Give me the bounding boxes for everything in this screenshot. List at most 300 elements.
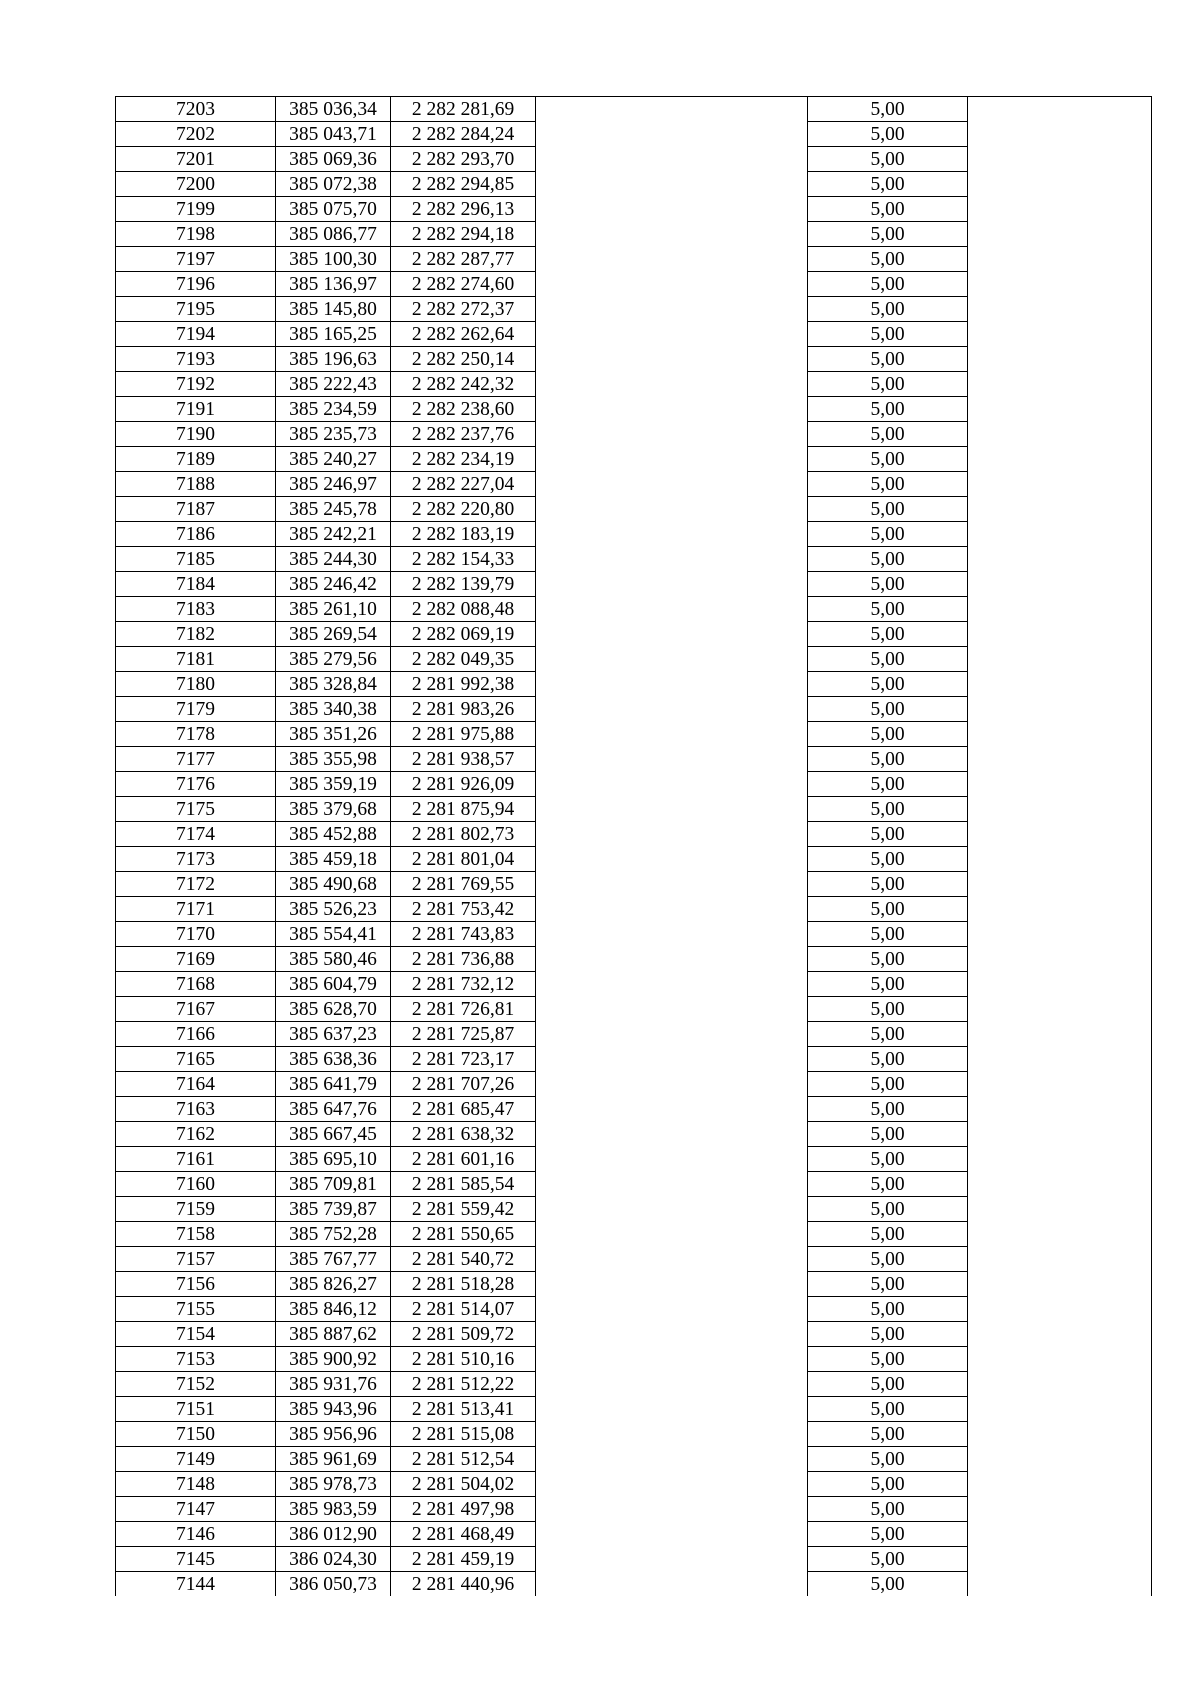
value-cell: 5,00 xyxy=(808,422,968,447)
value-cell: 5,00 xyxy=(808,897,968,922)
value-cell: 5,00 xyxy=(808,1347,968,1372)
value-cell: 5,00 xyxy=(808,1522,968,1547)
y-coordinate-cell: 2 281 801,04 xyxy=(391,847,536,872)
description-cell xyxy=(536,1172,808,1197)
note-cell xyxy=(968,1447,1152,1472)
description-cell xyxy=(536,272,808,297)
point-number-cell: 7146 xyxy=(116,1522,276,1547)
point-number-cell: 7162 xyxy=(116,1122,276,1147)
description-cell xyxy=(536,522,808,547)
description-cell xyxy=(536,1547,808,1572)
description-cell xyxy=(536,897,808,922)
x-coordinate-cell: 385 709,81 xyxy=(276,1172,391,1197)
value-cell: 5,00 xyxy=(808,1172,968,1197)
description-cell xyxy=(536,722,808,747)
table-row xyxy=(116,1247,1152,1272)
table-row xyxy=(116,297,1152,322)
x-coordinate-cell: 385 245,78 xyxy=(276,497,391,522)
table-row xyxy=(116,1572,1152,1597)
y-coordinate-cell: 2 281 518,28 xyxy=(391,1272,536,1297)
value-cell: 5,00 xyxy=(808,1297,968,1322)
table-row xyxy=(116,947,1152,972)
value-cell: 5,00 xyxy=(808,372,968,397)
description-cell xyxy=(536,972,808,997)
y-coordinate-cell: 2 281 512,22 xyxy=(391,1372,536,1397)
x-coordinate-cell: 385 983,59 xyxy=(276,1497,391,1522)
x-coordinate-cell: 385 069,36 xyxy=(276,147,391,172)
table-row xyxy=(116,472,1152,497)
y-coordinate-cell: 2 281 510,16 xyxy=(391,1347,536,1372)
x-coordinate-cell: 385 641,79 xyxy=(276,1072,391,1097)
value-cell: 5,00 xyxy=(808,197,968,222)
y-coordinate-cell: 2 282 284,24 xyxy=(391,122,536,147)
value-cell: 5,00 xyxy=(808,597,968,622)
point-number-cell: 7174 xyxy=(116,822,276,847)
x-coordinate-cell: 385 767,77 xyxy=(276,1247,391,1272)
table-row xyxy=(116,597,1152,622)
point-number-cell: 7178 xyxy=(116,722,276,747)
point-number-cell: 7154 xyxy=(116,1322,276,1347)
description-cell xyxy=(536,347,808,372)
table-row xyxy=(116,1372,1152,1397)
table-row xyxy=(116,197,1152,222)
point-number-cell: 7180 xyxy=(116,672,276,697)
x-coordinate-cell: 385 235,73 xyxy=(276,422,391,447)
table-row xyxy=(116,922,1152,947)
value-cell: 5,00 xyxy=(808,172,968,197)
y-coordinate-cell: 2 281 992,38 xyxy=(391,672,536,697)
y-coordinate-cell: 2 281 504,02 xyxy=(391,1472,536,1497)
point-number-cell: 7175 xyxy=(116,797,276,822)
table-row xyxy=(116,1147,1152,1172)
point-number-cell: 7159 xyxy=(116,1197,276,1222)
table-row xyxy=(116,322,1152,347)
x-coordinate-cell: 385 240,27 xyxy=(276,447,391,472)
description-cell xyxy=(536,1347,808,1372)
description-cell xyxy=(536,947,808,972)
x-coordinate-cell: 385 554,41 xyxy=(276,922,391,947)
y-coordinate-cell: 2 281 601,16 xyxy=(391,1147,536,1172)
description-cell xyxy=(536,1522,808,1547)
y-coordinate-cell: 2 281 736,88 xyxy=(391,947,536,972)
y-coordinate-cell: 2 281 509,72 xyxy=(391,1322,536,1347)
note-cell xyxy=(968,1247,1152,1272)
note-cell xyxy=(968,1572,1152,1597)
note-cell xyxy=(968,1122,1152,1147)
note-cell xyxy=(968,1197,1152,1222)
table-row xyxy=(116,1297,1152,1322)
point-number-cell: 7158 xyxy=(116,1222,276,1247)
x-coordinate-cell: 385 242,21 xyxy=(276,522,391,547)
point-number-cell: 7168 xyxy=(116,972,276,997)
value-cell: 5,00 xyxy=(808,747,968,772)
y-coordinate-cell: 2 282 250,14 xyxy=(391,347,536,372)
coordinate-table xyxy=(115,96,1152,1596)
point-number-cell: 7191 xyxy=(116,397,276,422)
value-cell: 5,00 xyxy=(808,697,968,722)
value-cell: 5,00 xyxy=(808,472,968,497)
table-row xyxy=(116,572,1152,597)
x-coordinate-cell: 385 145,80 xyxy=(276,297,391,322)
value-cell: 5,00 xyxy=(808,272,968,297)
table-row xyxy=(116,722,1152,747)
description-cell xyxy=(536,472,808,497)
table-row xyxy=(116,847,1152,872)
value-cell: 5,00 xyxy=(808,322,968,347)
table-row xyxy=(116,347,1152,372)
x-coordinate-cell: 385 637,23 xyxy=(276,1022,391,1047)
note-cell xyxy=(968,1222,1152,1247)
note-cell xyxy=(968,647,1152,672)
y-coordinate-cell: 2 281 515,08 xyxy=(391,1422,536,1447)
x-coordinate-cell: 385 628,70 xyxy=(276,997,391,1022)
value-cell: 5,00 xyxy=(808,722,968,747)
table-row xyxy=(116,1422,1152,1447)
y-coordinate-cell: 2 282 183,19 xyxy=(391,522,536,547)
point-number-cell: 7172 xyxy=(116,872,276,897)
description-cell xyxy=(536,572,808,597)
table-row xyxy=(116,622,1152,647)
x-coordinate-cell: 385 355,98 xyxy=(276,747,391,772)
description-cell xyxy=(536,647,808,672)
description-cell xyxy=(536,997,808,1022)
point-number-cell: 7153 xyxy=(116,1347,276,1372)
value-cell: 5,00 xyxy=(808,522,968,547)
note-cell xyxy=(968,422,1152,447)
note-cell xyxy=(968,972,1152,997)
x-coordinate-cell: 385 036,34 xyxy=(276,97,391,122)
value-cell: 5,00 xyxy=(808,1247,968,1272)
table-row xyxy=(116,372,1152,397)
y-coordinate-cell: 2 281 440,96 xyxy=(391,1572,536,1597)
table-row xyxy=(116,1522,1152,1547)
table-row xyxy=(116,547,1152,572)
x-coordinate-cell: 386 012,90 xyxy=(276,1522,391,1547)
point-number-cell: 7176 xyxy=(116,772,276,797)
x-coordinate-cell: 385 234,59 xyxy=(276,397,391,422)
x-coordinate-cell: 385 667,45 xyxy=(276,1122,391,1147)
table-row xyxy=(116,672,1152,697)
note-cell xyxy=(968,447,1152,472)
y-coordinate-cell: 2 282 294,85 xyxy=(391,172,536,197)
point-number-cell: 7201 xyxy=(116,147,276,172)
table-row xyxy=(116,1472,1152,1497)
y-coordinate-cell: 2 282 272,37 xyxy=(391,297,536,322)
y-coordinate-cell: 2 281 540,72 xyxy=(391,1247,536,1272)
description-cell xyxy=(536,1122,808,1147)
y-coordinate-cell: 2 282 220,80 xyxy=(391,497,536,522)
table-row xyxy=(116,1322,1152,1347)
description-cell xyxy=(536,1397,808,1422)
note-cell xyxy=(968,1372,1152,1397)
description-cell xyxy=(536,772,808,797)
x-coordinate-cell: 386 024,30 xyxy=(276,1547,391,1572)
note-cell xyxy=(968,1472,1152,1497)
table-row xyxy=(116,147,1152,172)
point-number-cell: 7145 xyxy=(116,1547,276,1572)
table-row xyxy=(116,1447,1152,1472)
y-coordinate-cell: 2 281 514,07 xyxy=(391,1297,536,1322)
value-cell: 5,00 xyxy=(808,1547,968,1572)
note-cell xyxy=(968,297,1152,322)
description-cell xyxy=(536,422,808,447)
point-number-cell: 7171 xyxy=(116,897,276,922)
value-cell: 5,00 xyxy=(808,622,968,647)
x-coordinate-cell: 385 956,96 xyxy=(276,1422,391,1447)
table-row xyxy=(116,1222,1152,1247)
y-coordinate-cell: 2 282 287,77 xyxy=(391,247,536,272)
x-coordinate-cell: 385 490,68 xyxy=(276,872,391,897)
point-number-cell: 7156 xyxy=(116,1272,276,1297)
y-coordinate-cell: 2 282 088,48 xyxy=(391,597,536,622)
point-number-cell: 7166 xyxy=(116,1022,276,1047)
value-cell: 5,00 xyxy=(808,947,968,972)
value-cell: 5,00 xyxy=(808,347,968,372)
description-cell xyxy=(536,172,808,197)
note-cell xyxy=(968,1047,1152,1072)
note-cell xyxy=(968,1347,1152,1372)
description-cell xyxy=(536,847,808,872)
point-number-cell: 7182 xyxy=(116,622,276,647)
value-cell: 5,00 xyxy=(808,1372,968,1397)
note-cell xyxy=(968,1422,1152,1447)
y-coordinate-cell: 2 281 743,83 xyxy=(391,922,536,947)
description-cell xyxy=(536,1147,808,1172)
note-cell xyxy=(968,197,1152,222)
x-coordinate-cell: 385 826,27 xyxy=(276,1272,391,1297)
note-cell xyxy=(968,322,1152,347)
description-cell xyxy=(536,447,808,472)
note-cell xyxy=(968,247,1152,272)
x-coordinate-cell: 385 246,42 xyxy=(276,572,391,597)
description-cell xyxy=(536,547,808,572)
point-number-cell: 7169 xyxy=(116,947,276,972)
point-number-cell: 7184 xyxy=(116,572,276,597)
x-coordinate-cell: 385 043,71 xyxy=(276,122,391,147)
note-cell xyxy=(968,522,1152,547)
description-cell xyxy=(536,622,808,647)
description-cell xyxy=(536,1222,808,1247)
point-number-cell: 7157 xyxy=(116,1247,276,1272)
note-cell xyxy=(968,547,1152,572)
description-cell xyxy=(536,1297,808,1322)
x-coordinate-cell: 385 526,23 xyxy=(276,897,391,922)
note-cell xyxy=(968,272,1152,297)
description-cell xyxy=(536,322,808,347)
value-cell: 5,00 xyxy=(808,1122,968,1147)
point-number-cell: 7188 xyxy=(116,472,276,497)
table-row xyxy=(116,1547,1152,1572)
x-coordinate-cell: 385 100,30 xyxy=(276,247,391,272)
table-row xyxy=(116,447,1152,472)
value-cell: 5,00 xyxy=(808,1422,968,1447)
description-cell xyxy=(536,747,808,772)
note-cell xyxy=(968,1397,1152,1422)
table-row xyxy=(116,1097,1152,1122)
note-cell xyxy=(968,1072,1152,1097)
x-coordinate-cell: 385 072,38 xyxy=(276,172,391,197)
x-coordinate-cell: 386 050,73 xyxy=(276,1572,391,1597)
y-coordinate-cell: 2 281 732,12 xyxy=(391,972,536,997)
note-cell xyxy=(968,1172,1152,1197)
note-cell xyxy=(968,697,1152,722)
point-number-cell: 7199 xyxy=(116,197,276,222)
note-cell xyxy=(968,597,1152,622)
note-cell xyxy=(968,847,1152,872)
point-number-cell: 7170 xyxy=(116,922,276,947)
value-cell: 5,00 xyxy=(808,1147,968,1172)
y-coordinate-cell: 2 282 238,60 xyxy=(391,397,536,422)
description-cell xyxy=(536,197,808,222)
note-cell xyxy=(968,1297,1152,1322)
value-cell: 5,00 xyxy=(808,147,968,172)
y-coordinate-cell: 2 282 049,35 xyxy=(391,647,536,672)
table-row xyxy=(116,522,1152,547)
x-coordinate-cell: 385 580,46 xyxy=(276,947,391,972)
note-cell xyxy=(968,772,1152,797)
point-number-cell: 7177 xyxy=(116,747,276,772)
value-cell: 5,00 xyxy=(808,797,968,822)
description-cell xyxy=(536,1372,808,1397)
point-number-cell: 7161 xyxy=(116,1147,276,1172)
note-cell xyxy=(968,722,1152,747)
table-row xyxy=(116,797,1152,822)
point-number-cell: 7151 xyxy=(116,1397,276,1422)
note-cell xyxy=(968,747,1152,772)
note-cell xyxy=(968,122,1152,147)
value-cell: 5,00 xyxy=(808,1097,968,1122)
table-row xyxy=(116,972,1152,997)
point-number-cell: 7163 xyxy=(116,1097,276,1122)
y-coordinate-cell: 2 282 237,76 xyxy=(391,422,536,447)
note-cell xyxy=(968,797,1152,822)
point-number-cell: 7197 xyxy=(116,247,276,272)
y-coordinate-cell: 2 281 723,17 xyxy=(391,1047,536,1072)
y-coordinate-cell: 2 281 975,88 xyxy=(391,722,536,747)
value-cell: 5,00 xyxy=(808,872,968,897)
x-coordinate-cell: 385 961,69 xyxy=(276,1447,391,1472)
point-number-cell: 7167 xyxy=(116,997,276,1022)
description-cell xyxy=(536,922,808,947)
x-coordinate-cell: 385 604,79 xyxy=(276,972,391,997)
x-coordinate-cell: 385 340,38 xyxy=(276,697,391,722)
value-cell: 5,00 xyxy=(808,247,968,272)
point-number-cell: 7181 xyxy=(116,647,276,672)
value-cell: 5,00 xyxy=(808,1322,968,1347)
point-number-cell: 7187 xyxy=(116,497,276,522)
description-cell xyxy=(536,697,808,722)
point-number-cell: 7203 xyxy=(116,97,276,122)
value-cell: 5,00 xyxy=(808,1022,968,1047)
description-cell xyxy=(536,397,808,422)
x-coordinate-cell: 385 452,88 xyxy=(276,822,391,847)
note-cell xyxy=(968,1097,1152,1122)
y-coordinate-cell: 2 281 638,32 xyxy=(391,1122,536,1147)
note-cell xyxy=(968,222,1152,247)
y-coordinate-cell: 2 282 293,70 xyxy=(391,147,536,172)
point-number-cell: 7185 xyxy=(116,547,276,572)
value-cell: 5,00 xyxy=(808,222,968,247)
value-cell: 5,00 xyxy=(808,97,968,122)
note-cell xyxy=(968,1497,1152,1522)
description-cell xyxy=(536,672,808,697)
description-cell xyxy=(536,797,808,822)
y-coordinate-cell: 2 282 069,19 xyxy=(391,622,536,647)
table-row xyxy=(116,772,1152,797)
table-row xyxy=(116,497,1152,522)
point-number-cell: 7165 xyxy=(116,1047,276,1072)
x-coordinate-cell: 385 136,97 xyxy=(276,272,391,297)
table-row xyxy=(116,1272,1152,1297)
value-cell: 5,00 xyxy=(808,972,968,997)
point-number-cell: 7155 xyxy=(116,1297,276,1322)
description-cell xyxy=(536,222,808,247)
x-coordinate-cell: 385 887,62 xyxy=(276,1322,391,1347)
value-cell: 5,00 xyxy=(808,1197,968,1222)
point-number-cell: 7200 xyxy=(116,172,276,197)
point-number-cell: 7179 xyxy=(116,697,276,722)
point-number-cell: 7196 xyxy=(116,272,276,297)
y-coordinate-cell: 2 281 685,47 xyxy=(391,1097,536,1122)
coordinate-table-body xyxy=(116,97,1152,1597)
table-row xyxy=(116,1022,1152,1047)
x-coordinate-cell: 385 222,43 xyxy=(276,372,391,397)
note-cell xyxy=(968,1547,1152,1572)
x-coordinate-cell: 385 328,84 xyxy=(276,672,391,697)
y-coordinate-cell: 2 281 753,42 xyxy=(391,897,536,922)
point-number-cell: 7193 xyxy=(116,347,276,372)
point-number-cell: 7160 xyxy=(116,1172,276,1197)
table-row xyxy=(116,247,1152,272)
value-cell: 5,00 xyxy=(808,1397,968,1422)
y-coordinate-cell: 2 281 559,42 xyxy=(391,1197,536,1222)
y-coordinate-cell: 2 281 550,65 xyxy=(391,1222,536,1247)
value-cell: 5,00 xyxy=(808,922,968,947)
note-cell xyxy=(968,822,1152,847)
note-cell xyxy=(968,922,1152,947)
table-row xyxy=(116,1397,1152,1422)
point-number-cell: 7195 xyxy=(116,297,276,322)
y-coordinate-cell: 2 281 513,41 xyxy=(391,1397,536,1422)
table-row xyxy=(116,1047,1152,1072)
value-cell: 5,00 xyxy=(808,847,968,872)
note-cell xyxy=(968,1022,1152,1047)
x-coordinate-cell: 385 196,63 xyxy=(276,347,391,372)
table-row xyxy=(116,872,1152,897)
value-cell: 5,00 xyxy=(808,772,968,797)
note-cell xyxy=(968,1147,1152,1172)
value-cell: 5,00 xyxy=(808,672,968,697)
table-row xyxy=(116,1497,1152,1522)
x-coordinate-cell: 385 752,28 xyxy=(276,1222,391,1247)
table-row xyxy=(116,1122,1152,1147)
table-row xyxy=(116,822,1152,847)
point-number-cell: 7194 xyxy=(116,322,276,347)
y-coordinate-cell: 2 281 497,98 xyxy=(391,1497,536,1522)
x-coordinate-cell: 385 459,18 xyxy=(276,847,391,872)
x-coordinate-cell: 385 351,26 xyxy=(276,722,391,747)
value-cell: 5,00 xyxy=(808,997,968,1022)
description-cell xyxy=(536,1247,808,1272)
table-row xyxy=(116,1197,1152,1222)
note-cell xyxy=(968,572,1152,597)
description-cell xyxy=(536,1447,808,1472)
point-number-cell: 7198 xyxy=(116,222,276,247)
table-row xyxy=(116,122,1152,147)
description-cell xyxy=(536,1572,808,1597)
description-cell xyxy=(536,372,808,397)
note-cell xyxy=(968,1322,1152,1347)
